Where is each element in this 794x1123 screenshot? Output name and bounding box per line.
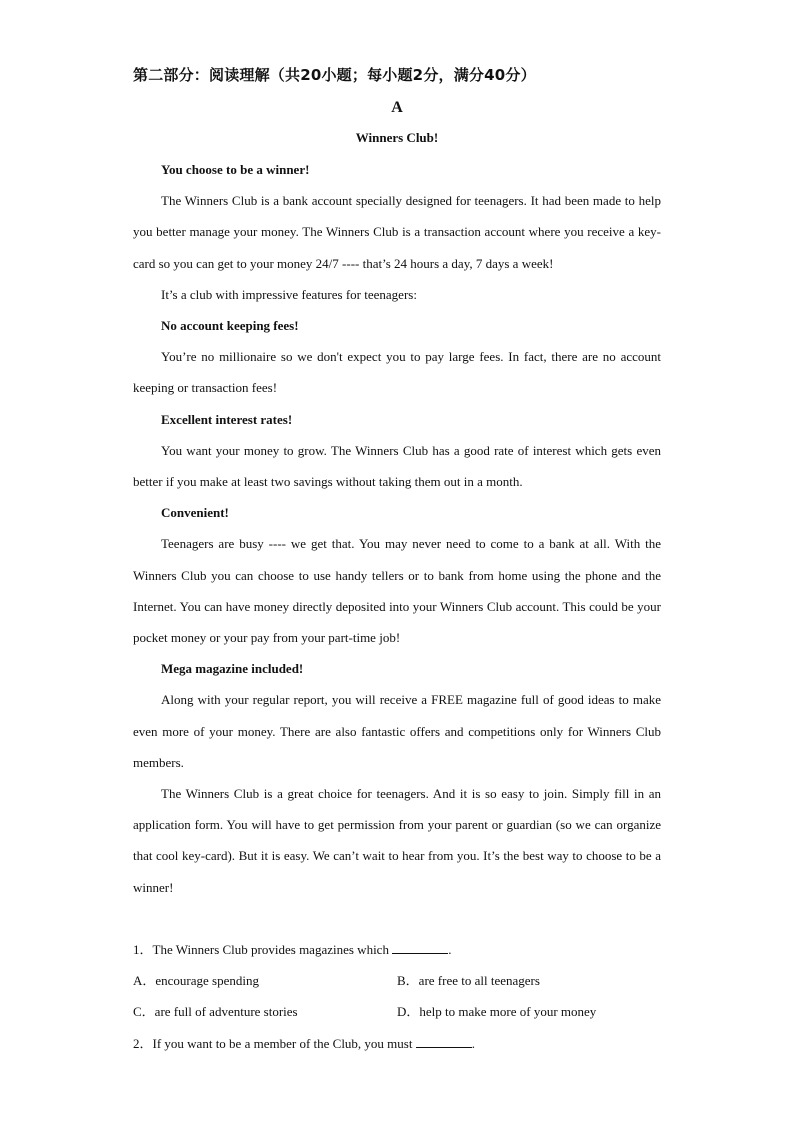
question-stem: If you want to be a member of the Club, you must [152,1035,413,1051]
question-stem: The Winners Club provides magazines which [152,942,389,957]
subheading: Excellent interest rates! [161,411,293,427]
question-end: . [471,1035,475,1051]
question-end: . [448,942,452,957]
paragraph: It’s a club with impressive features for teenagers: [161,286,417,302]
answer-blank [416,1035,472,1048]
option-text: are free to all teenagers [418,973,540,989]
option-d [397,996,661,1027]
subheading: You choose to be a winner! [161,162,310,177]
question-2 [133,1028,661,1059]
options-row [133,965,661,996]
paragraph: The Winners Club is a great choice for teenagers. And it is so easy to join. Simply fill in an application form. You will have to get permission from your parent or guardian (so we can organize that cool key-card). But it is easy. We can’t wait to hear from you. It’s the best way to choose to be a winner! [133,786,661,895]
question-number: 1． [133,942,153,957]
option-label: D． [397,1004,420,1020]
option-b [397,965,661,996]
paragraph: Along with your regular report, you will receive a FREE magazine full of good ideas to make even more of your money. There are also fantastic offers and competitions only for Winners Club members. [133,692,661,770]
passage-body [133,154,661,903]
option-label: C． [133,1004,155,1020]
question-1 [133,934,661,965]
subheading: Mega magazine included! [161,661,304,677]
option-label: A． [133,973,156,989]
question-list [133,934,661,1059]
paragraph: You want your money to grow. The Winners Club has a good rate of interest which gets even better if you make at least two savings without taking them out in a month. [133,442,661,490]
options-row [133,996,661,1027]
passage-letter: A [391,99,403,116]
subheading: Convenient! [161,505,229,521]
passage-title: Winners Club! [355,130,439,145]
option-text: help to make more of your money [419,1004,597,1020]
paragraph: Teenagers are busy ---- we get that. You may never need to come to a bank at all. With the Winners Club you can choose to use handy tellers or to bank from home using the phone and the Internet. You can have money directly deposited into your Winners Club account. This could be your pocket money or your pay from your part-time job! [133,536,661,646]
answer-blank [392,941,448,954]
option-label: B． [397,973,419,989]
option-text: encourage spending [155,973,259,989]
paragraph: You’re no millionaire so we don't expect you to pay large fees. In fact, there are no account keeping or transaction fees! [133,349,661,396]
subheading: No account keeping fees! [161,318,299,334]
section-header: 第二部分：阅读理解（共20小题；每小题2分，满分40分） [133,66,536,84]
question-number: 2． [133,1035,153,1051]
option-c [133,996,397,1027]
paragraph: The Winners Club is a bank account specially designed for teenagers. It had been made to help you better manage your money. The Winners Club is a transaction account where you receive a key-card so you can get to your money 24/7 ---- that’s 24 hours a day, 7 days a week! [133,193,661,271]
option-a [133,965,397,996]
option-text: are full of adventure stories [154,1004,298,1020]
